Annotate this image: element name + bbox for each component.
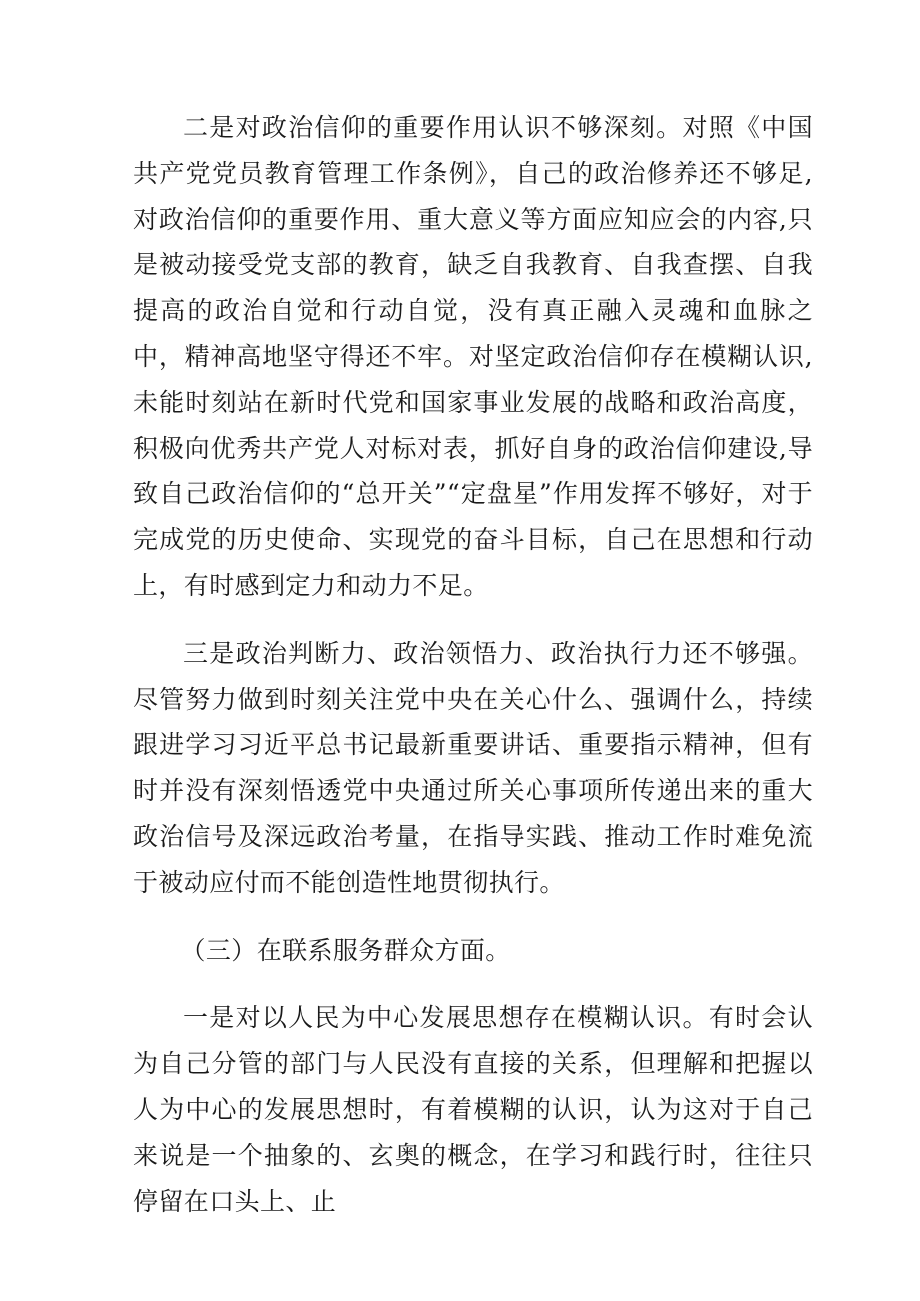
section-heading-serving-masses: （三）在联系服务群众方面。 [180,935,511,965]
paragraph-political-belief: 二是对政治信仰的重要作用认识不够深刻。对照《中国共产党党员教育管理工作条例》，自己的政治修养还不够足,对政治信仰的重要作用、重大意义等方面应知应会的内容,只是被动接受党支部的教育，缺乏自我教育、自我查摆、自我提高的政治自觉和行动自觉，没有真正融入灵魂和血脉之中，精神高地坚守得还不牢。对坚定政治信仰存在模糊认识,未能时刻站在新时代党和国家事业发展的战略和政治高度，积极向优秀共产党人对标对表，抓好自身的政治信仰建设,导致自己政治信仰的“总开关”“定盘星”作用发挥不够好，对于完成党的历史使命、实现党的奋斗目标，自己在思想和行动上，有时感到定力和动力不足。 [133,113,813,600]
paragraph-political-judgment: 三是政治判断力、政治领悟力、政治执行力还不够强。尽管努力做到时刻关注党中央在关心什么、强调什么，持续跟进学习习近平总书记最新重要讲话、重要指示精神，但有时并没有深刻悟透党中央通过所关心事项所传递出来的重大政治信号及深远政治考量，在指导实践、推动工作时难免流于被动应付而不能创造性地贯彻执行。 [133,638,813,897]
document-body [133,105,813,1224]
paragraph-people-centered: 一是对以人民为中心发展思想存在模糊认识。有时会认为自己分管的部门与人民没有直接的关系，但理解和把握以人为中心的发展思想时，有着模糊的认识，认为这对于自己来说是一个抽象的、玄奥的概念，在学习和践行时，往往只停留在口头上、止 [133,1003,813,1216]
